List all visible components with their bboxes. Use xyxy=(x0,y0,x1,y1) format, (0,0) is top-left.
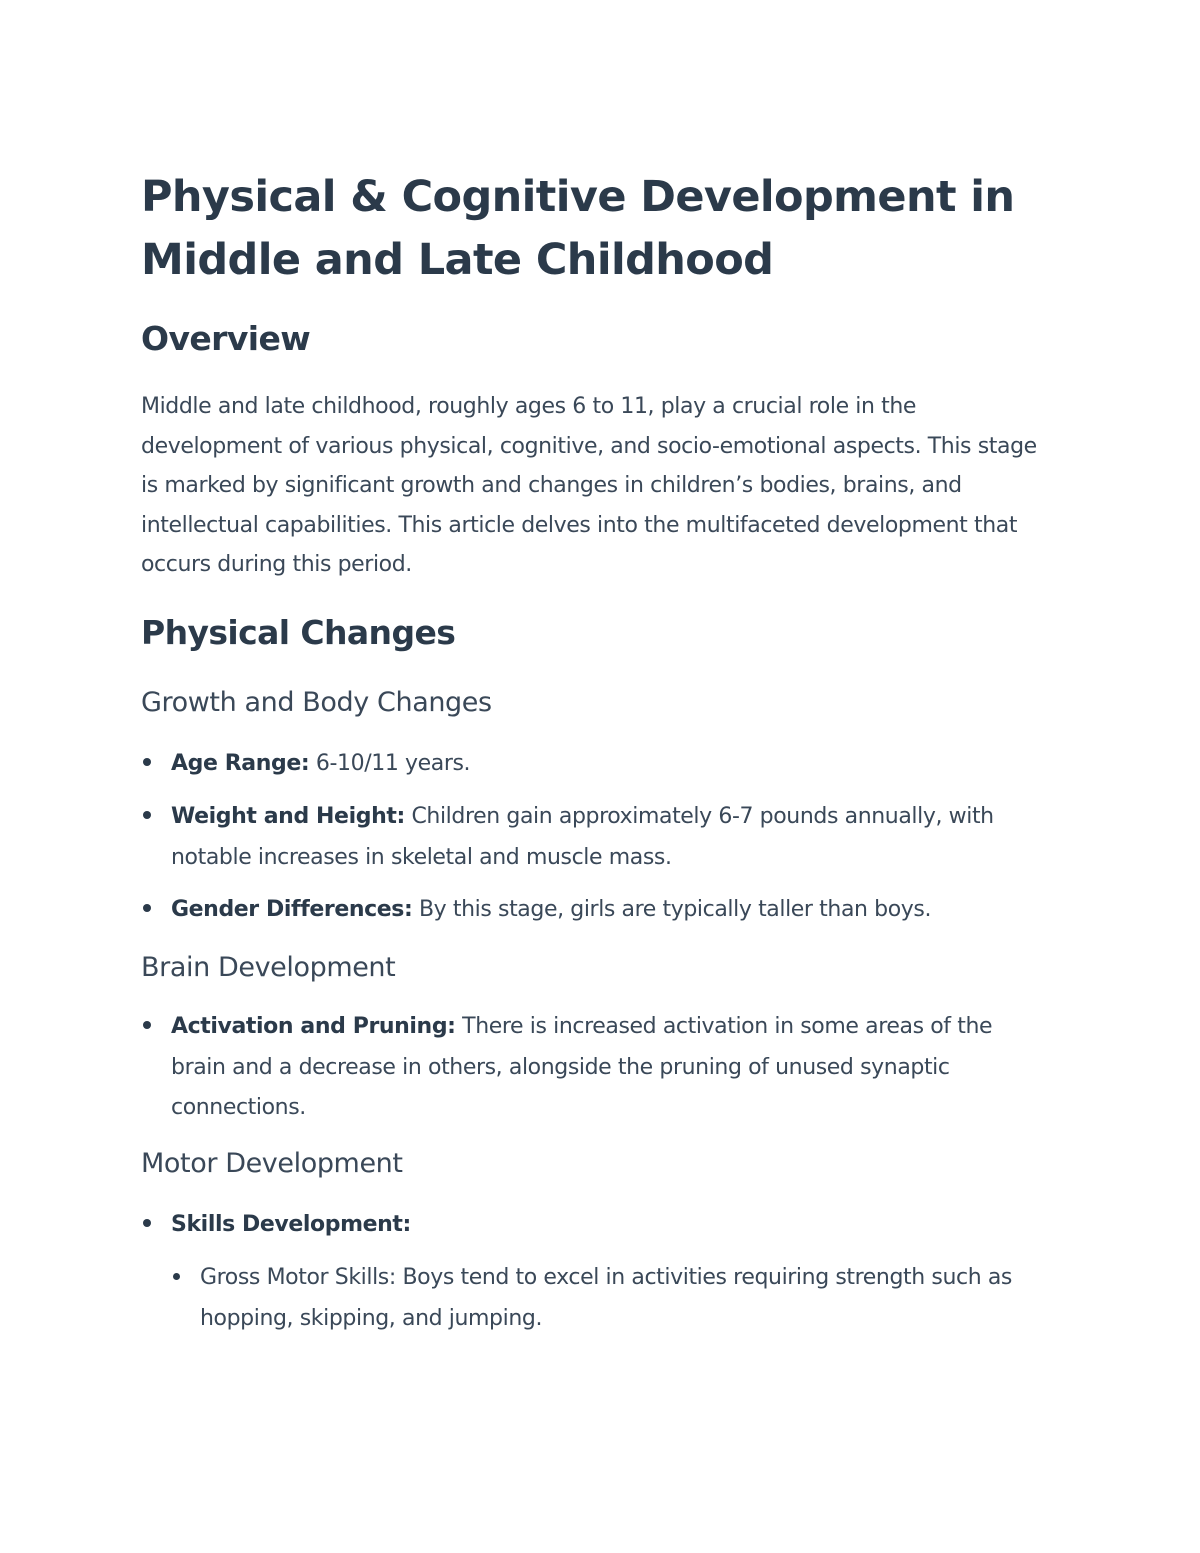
sub-list-item-text: Gross Motor Skills: Boys tend to excel in activities requiring strength such as hopping, skipping, and jumping. xyxy=(200,1265,1012,1331)
bullet-icon xyxy=(143,811,151,819)
bullet-icon xyxy=(143,904,151,912)
growth-heading: Growth and Body Changes xyxy=(141,687,492,718)
bullet-icon xyxy=(143,1219,151,1227)
list-item-text: Children gain approximately 6-7 pounds annually, with notable increases in skeletal and muscle mass. xyxy=(171,804,994,870)
list-item-text: By this stage, girls are typically taller than boys. xyxy=(412,897,932,922)
motor-heading: Motor Development xyxy=(141,1148,403,1179)
overview-heading: Overview xyxy=(141,319,311,358)
list-item-label: Activation and Pruning: xyxy=(171,1014,456,1039)
overview-paragraph: Middle and late childhood, roughly ages 6 to 11, play a crucial role in the development of various physical, cognitive, and socio-emotional aspects. This stage is marked by significant growth and changes in children’s bodies, brains, and intellectual capabilities. This article delves into the multifaceted development that occurs during this period. xyxy=(141,394,1037,577)
bullet-icon xyxy=(173,1273,180,1280)
physical-changes-heading: Physical Changes xyxy=(141,613,456,652)
list-item-label: Skills Development: xyxy=(171,1212,411,1237)
page-title: Physical & Cognitive Development in Middle and Late Childhood xyxy=(141,172,1015,285)
bullet-icon xyxy=(143,758,151,766)
bullet-icon xyxy=(143,1021,151,1029)
list-item-label: Gender Differences: xyxy=(171,897,413,922)
list-item-text: There is increased activation in some areas of the brain and a decrease in others, alongside the pruning of unused synaptic connections. xyxy=(171,1014,993,1120)
list-item-label: Weight and Height: xyxy=(171,804,405,829)
list-item-text: 6-10/11 years. xyxy=(309,751,471,776)
brain-heading: Brain Development xyxy=(141,952,396,983)
list-item-label: Age Range: xyxy=(171,751,310,776)
